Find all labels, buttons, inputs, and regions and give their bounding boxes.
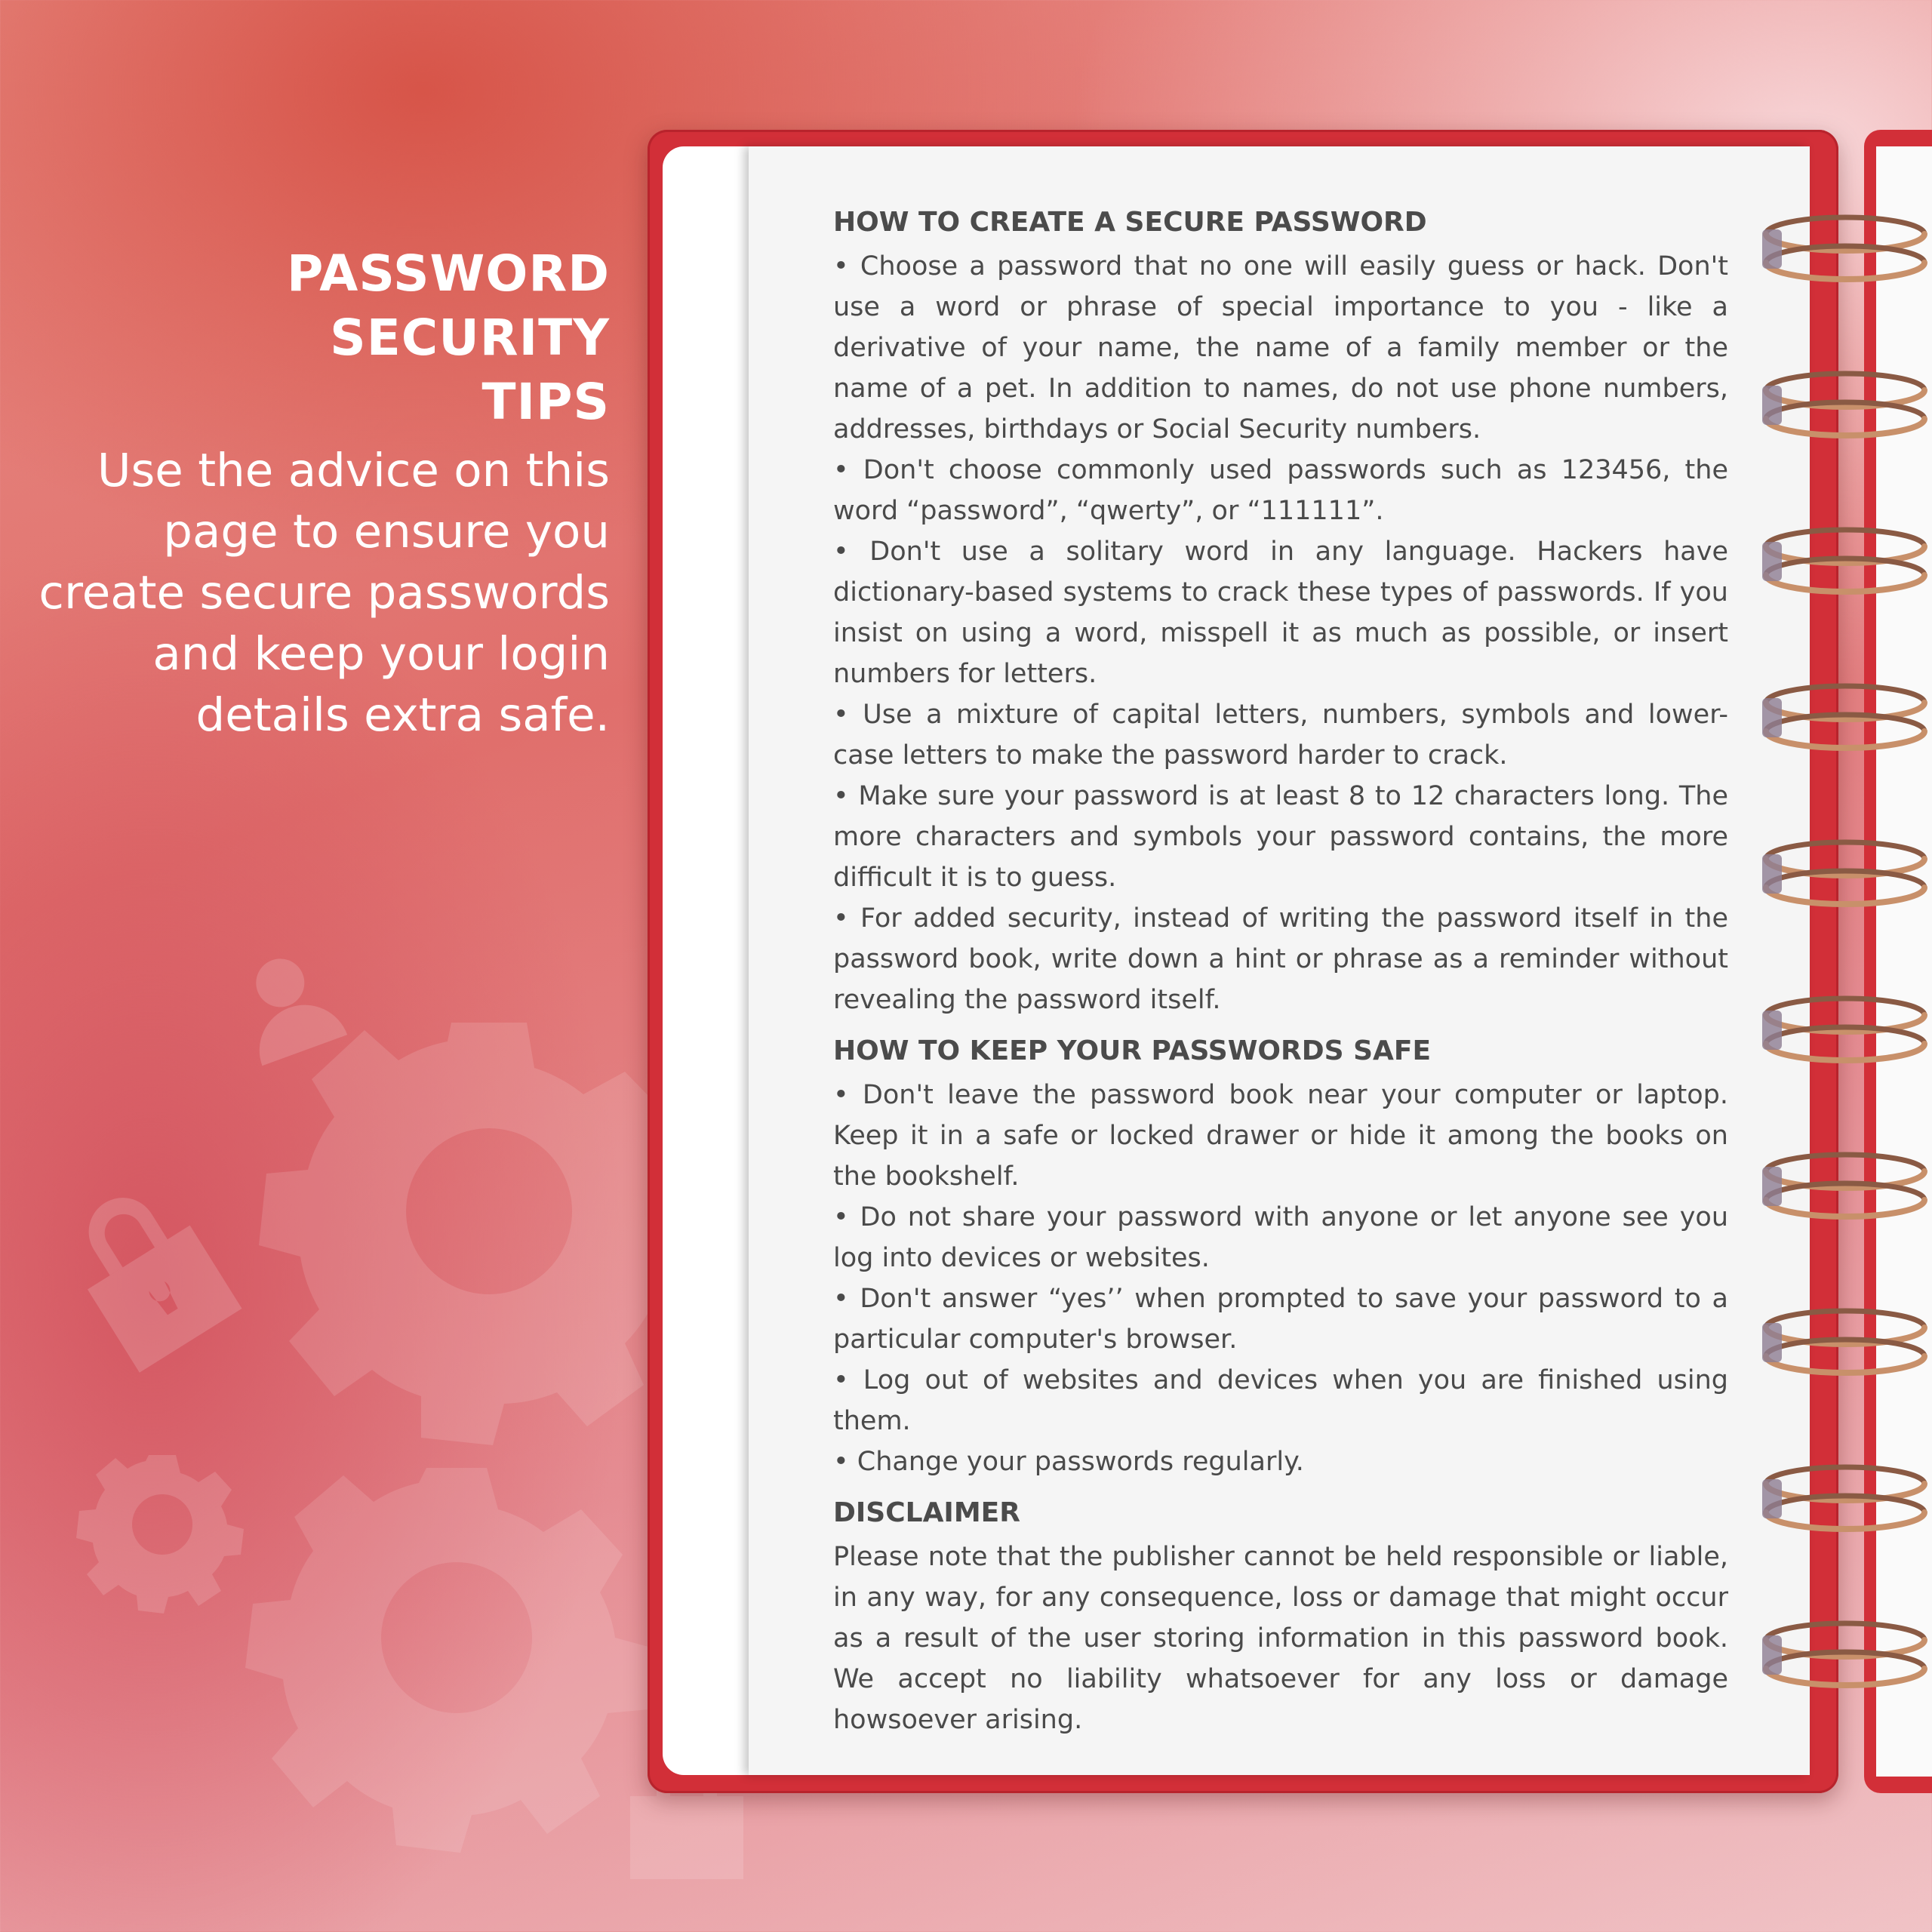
- promo-body: Use the advice on this page to ensure you create secure passwords and keep your login details extra safe.: [38, 444, 610, 742]
- disclaimer-paragraph: Please note that the publisher cannot be held responsible or liable, in any way, for any consequence, loss or damage that might occur as a result of the user storing information in this password book. We accept no liability whatsoever for any loss or damage howsoever arising.: [833, 1542, 1728, 1735]
- padlock-icon: [54, 1171, 242, 1373]
- spiral-binding: [1758, 181, 1932, 1751]
- tip-paragraph: • Don't leave the password book near your computer or laptop. Keep it in a safe or locked drawer or hide it among the books on the bookshelf.: [833, 1080, 1728, 1192]
- promo-panel: [36, 242, 610, 746]
- gear-icon: [76, 1455, 244, 1614]
- tip-paragraph: • Change your passwords regularly.: [833, 1447, 1304, 1477]
- tip-paragraph: • Make sure your password is at least 8 to 12 characters long. The more characters and symbols your password contains, the more difficult it is to guess.: [833, 781, 1728, 893]
- promo-title-line: TIPS: [481, 373, 610, 431]
- promo-title-line: SECURITY: [330, 309, 610, 367]
- spiral-coil: [1762, 374, 1924, 435]
- notebook-cover: [648, 130, 1838, 1793]
- user-icon: [229, 945, 347, 1066]
- tip-paragraph: • Log out of websites and devices when you are finished using them.: [833, 1365, 1728, 1436]
- promo-title: [36, 242, 610, 434]
- spiral-coil: [1762, 1311, 1924, 1373]
- spiral-coil: [1762, 842, 1924, 904]
- notebook-page: [749, 146, 1810, 1775]
- section-heading: HOW TO KEEP YOUR PASSWORDS SAFE: [833, 1035, 1432, 1066]
- spiral-coil: [1762, 1623, 1924, 1685]
- promo-title-line: PASSWORD: [286, 245, 610, 303]
- tip-paragraph: • Choose a password that no one will easily guess or hack. Don't use a word or phrase of special importance to you - like a derivative of your name, the name of a family member or the name of a pet. In addition to names, do not use phone numbers, addresses, birthdays or Social Security numbers.: [833, 251, 1728, 445]
- spiral-coil: [1762, 686, 1924, 748]
- page-content: [833, 199, 1728, 1740]
- spiral-coil: [1762, 530, 1924, 592]
- gear-icon: [245, 1468, 657, 1853]
- tip-paragraph: • Don't choose commonly used passwords such as 123456, the word “password”, “qwerty”, or “111111”.: [833, 455, 1728, 526]
- tip-paragraph: • Do not share your password with anyone or let anyone see you log into devices or websites.: [833, 1202, 1728, 1273]
- spiral-coil: [1762, 998, 1924, 1060]
- tip-paragraph: • Use a mixture of capital letters, numbers, symbols and lower-case letters to make the password harder to crack.: [833, 700, 1728, 771]
- tip-paragraph: • Don't answer “yes’’ when prompted to save your password to a particular computer's browser.: [833, 1284, 1728, 1355]
- section-heading: DISCLAIMER: [833, 1497, 1020, 1528]
- spiral-coil: [1762, 217, 1924, 279]
- spiral-coil: [1762, 1467, 1924, 1529]
- tip-paragraph: • Don't use a solitary word in any language. Hackers have dictionary-based systems to crack these types of passwords. If you insist on using a word, misspell it as much as possible, or insert numbers for letters.: [833, 537, 1728, 689]
- tip-paragraph: • For added security, instead of writing the password itself in the password book, write down a hint or phrase as a reminder without revealing the password itself.: [833, 903, 1728, 1015]
- spiral-coil: [1762, 1155, 1924, 1217]
- gear-icon: [259, 1023, 708, 1445]
- section-heading: HOW TO CREATE A SECURE PASSWORD: [833, 207, 1427, 238]
